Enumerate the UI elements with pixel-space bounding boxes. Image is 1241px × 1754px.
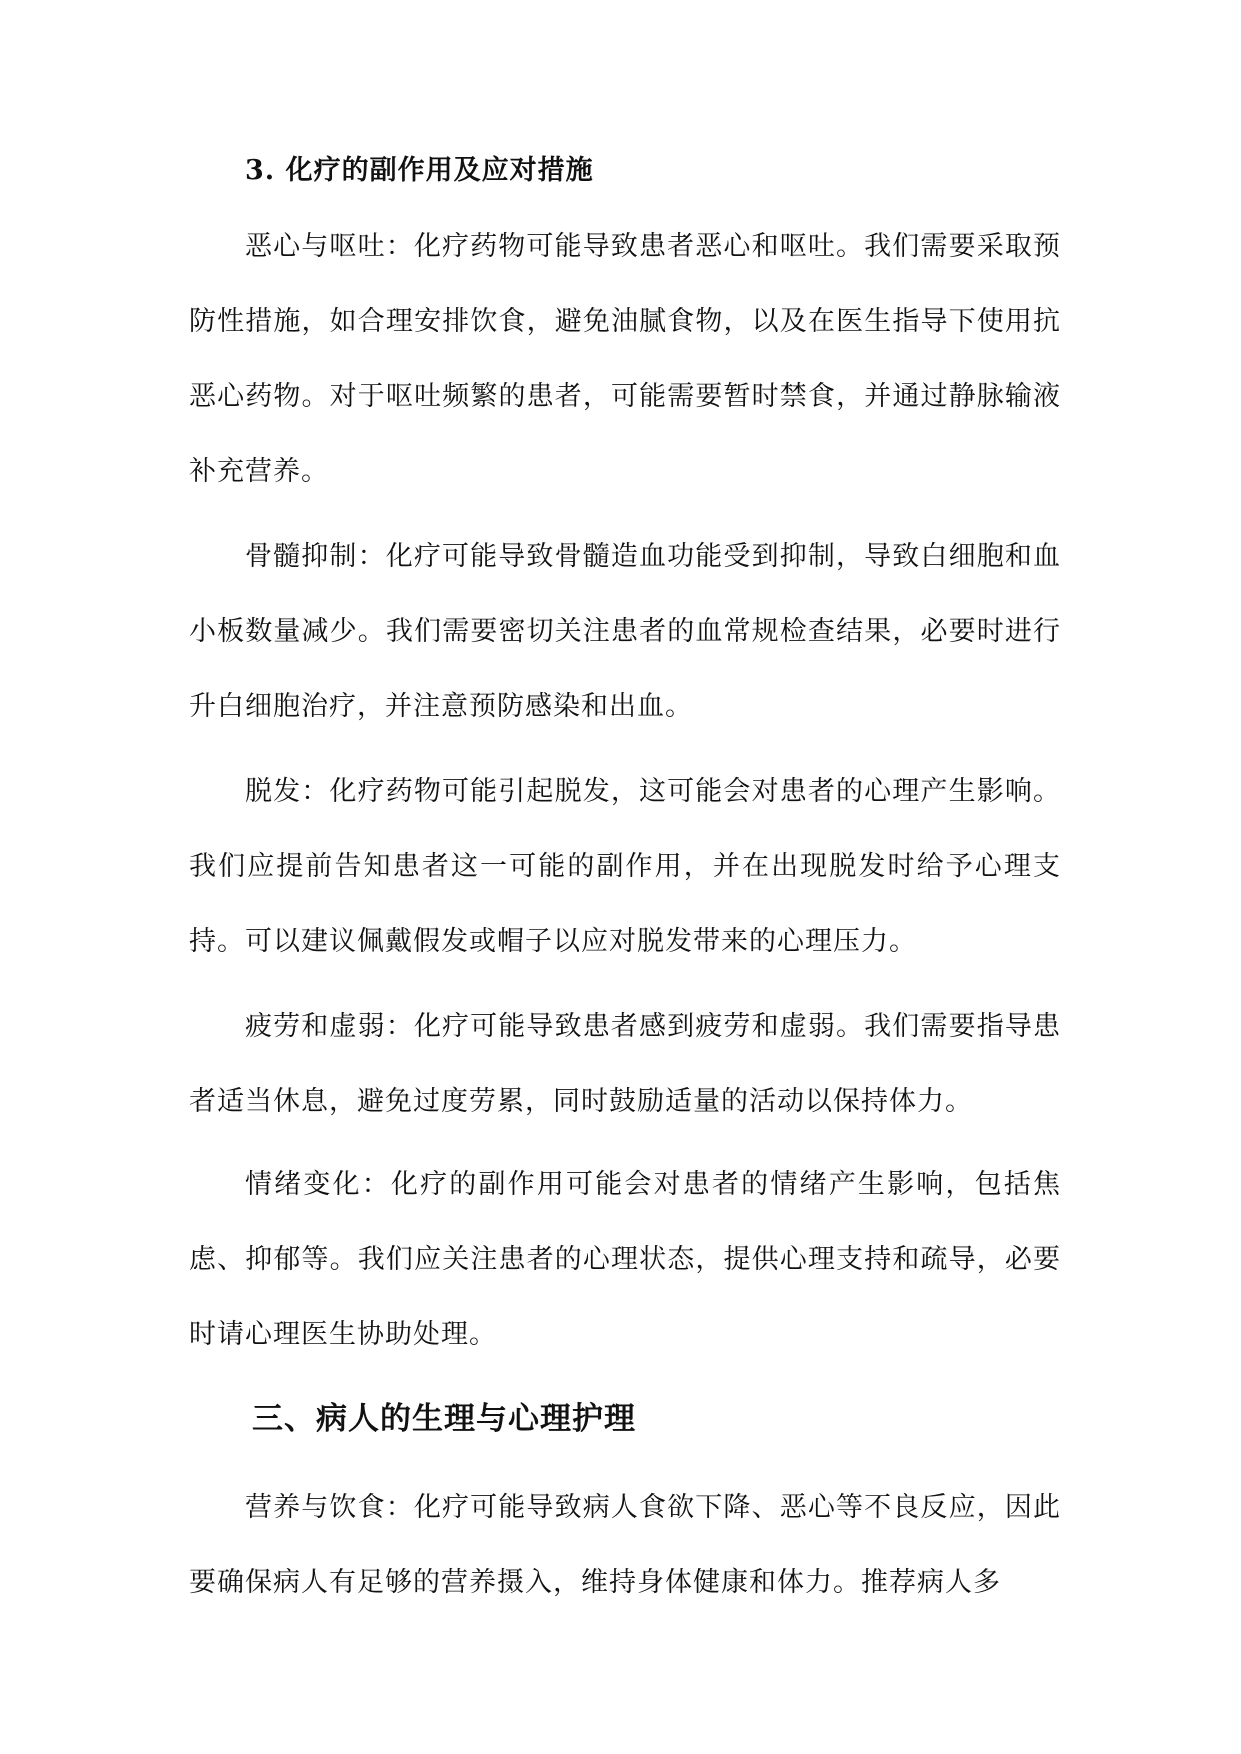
section-heading: 三、病人的生理与心理护理 <box>252 1401 636 1437</box>
section-subheading: 3. 化疗的副作用及应对措施 <box>245 155 594 186</box>
paragraph-nutrition-diet: 营养与饮食：化疗可能导致病人食欲下降、恶心等不良反应，因此要确保病人有足够的营养摄入，维持身体健康和体力。推荐病人多 <box>189 1492 1061 1598</box>
paragraph-bone-marrow-suppression: 骨髓抑制：化疗可能导致骨髓造血功能受到抑制，导致白细胞和血小板数量减少。我们需要密切关注患者的血常规检查结果，必要时进行升白细胞治疗，并注意预防感染和出血。 <box>189 541 1061 722</box>
paragraph-mood-changes: 情绪变化：化疗的副作用可能会对患者的情绪产生影响，包括焦虑、抑郁等。我们应关注患者的心理状态，提供心理支持和疏导，必要时请心理医生协助处理。 <box>189 1169 1061 1350</box>
paragraph-hair-loss: 脱发：化疗药物可能引起脱发，这可能会对患者的心理产生影响。我们应提前告知患者这一可能的副作用，并在出现脱发时给予心理支持。可以建议佩戴假发或帽子以应对脱发带来的心理压力。 <box>189 776 1061 957</box>
paragraph-fatigue: 疲劳和虚弱：化疗可能导致患者感到疲劳和虚弱。我们需要指导患者适当休息，避免过度劳累，同时鼓励适量的活动以保持体力。 <box>189 1011 1061 1117</box>
paragraph-nausea-vomiting: 恶心与呕吐：化疗药物可能导致患者恶心和呕吐。我们需要采取预防性措施，如合理安排饮食，避免油腻食物，以及在医生指导下使用抗恶心药物。对于呕吐频繁的患者，可能需要暂时禁食，并通过静脉输液补充营养。 <box>189 231 1061 487</box>
